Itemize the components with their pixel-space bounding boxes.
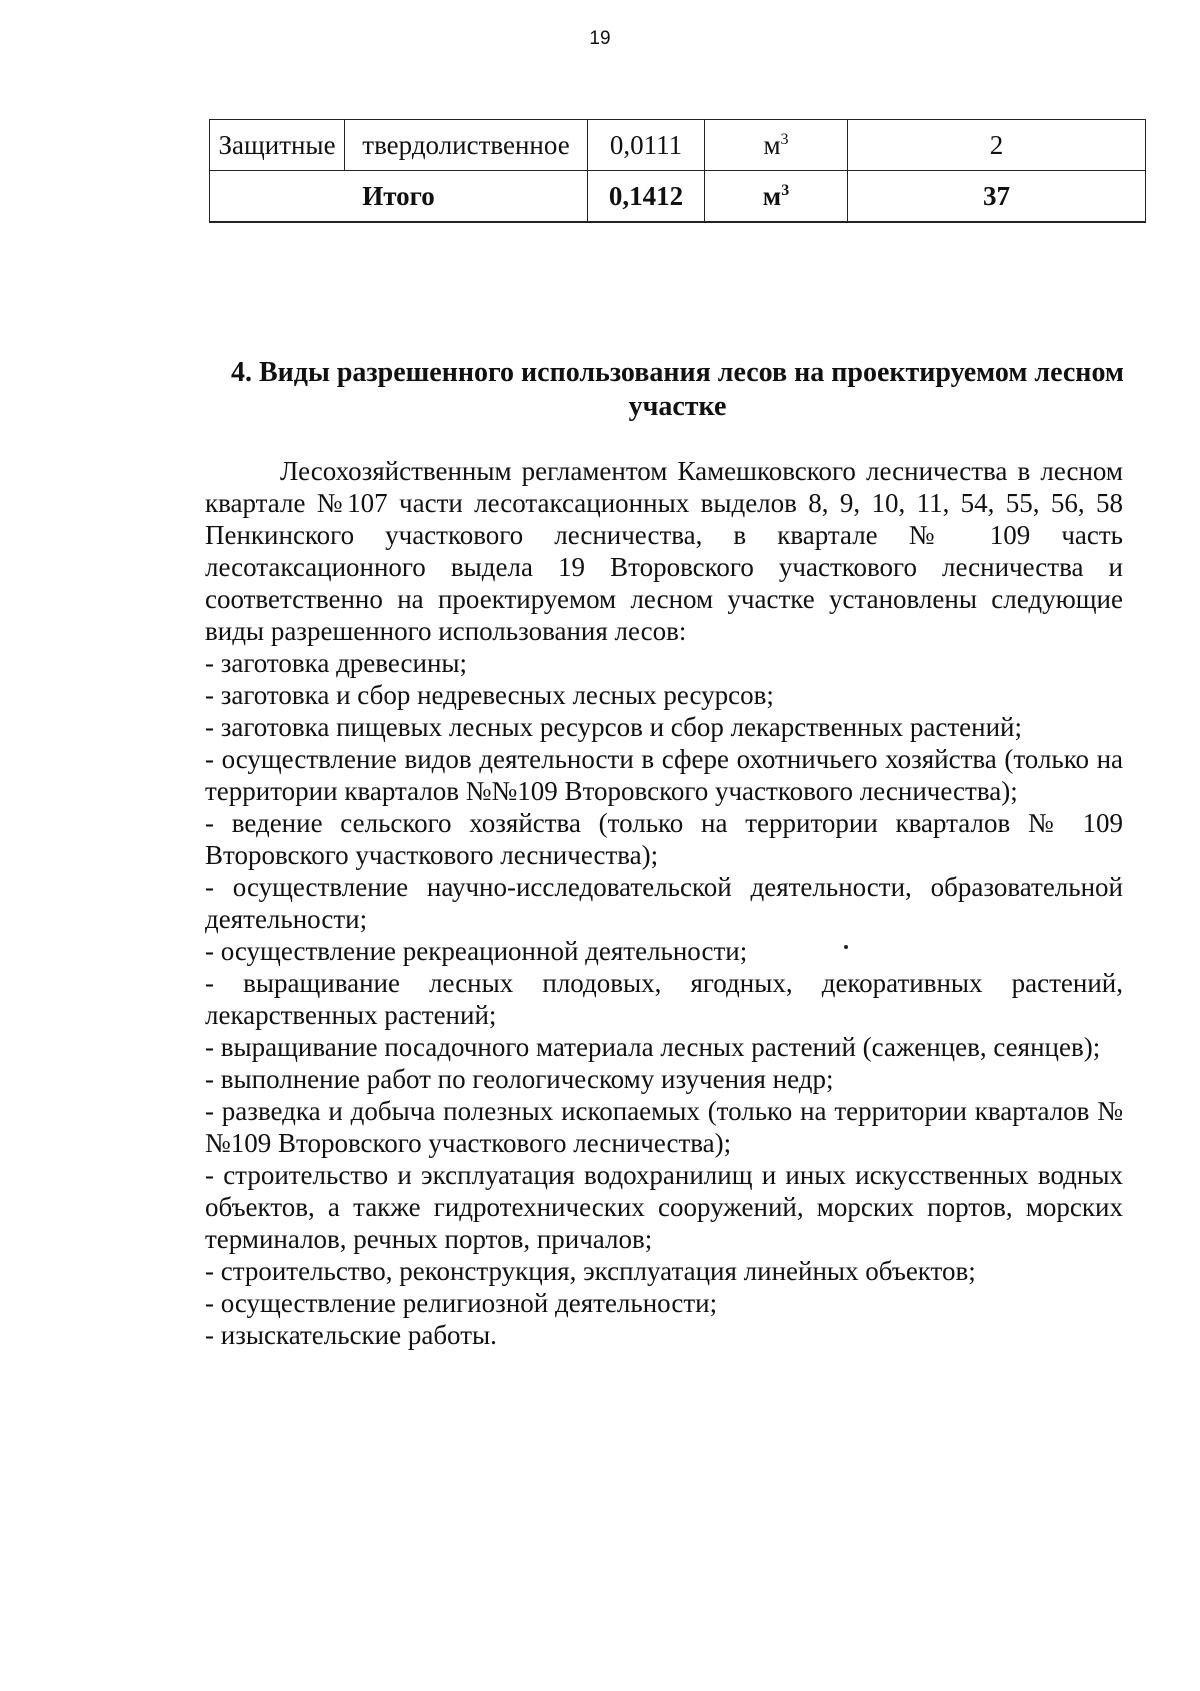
- count-cell: 2: [848, 120, 1146, 171]
- table-row: [210, 120, 1146, 171]
- total-value-cell: 0,1412: [588, 171, 705, 223]
- page-number: 19: [589, 28, 611, 49]
- unit-cell: [705, 120, 848, 171]
- total-unit-superscript: 3: [781, 181, 790, 199]
- usage-list: [205, 647, 1123, 1351]
- unit-text: м: [763, 129, 781, 160]
- intro-paragraph: Лесохозяйственным регламентом Камешковского лесничества в лесном квартале №107 части лесотаксационных выделов 8, 9, 10, 11, 54, 55, 56, 58 Пенкинского участкового лесничества, в квартале № 109 часть лесотаксационного выдела 19 Второвского участкового лесничества и соответственно на проектируемом лесном участке установлены следующие виды разрешенного использования лесов:: [205, 456, 1123, 646]
- value-cell: 0,0111: [588, 120, 705, 171]
- list-item: - заготовка и сбор недревесных лесных ресурсов;: [205, 680, 774, 710]
- list-item: - ведение сельского хозяйства (только на территории кварталов № 109 Второвского участкового лесничества);: [205, 808, 1123, 870]
- list-item: - выращивание лесных плодовых, ягодных, декоративных растений, лекарственных растений;: [205, 968, 1123, 1030]
- total-unit-cell: [705, 171, 848, 223]
- list-item: - заготовка древесины;: [205, 648, 468, 678]
- list-item: - разведка и добыча полезных ископаемых (только на территории кварталов №№109 Второвского участкового лесничества);: [205, 1096, 1123, 1158]
- volume-table: [209, 119, 1146, 223]
- list-item: - выращивание посадочного материала лесных растений (саженцев, сеянцев);: [205, 1032, 1101, 1062]
- list-item: - изыскательские работы.: [205, 1320, 497, 1350]
- list-item: - заготовка пищевых лесных ресурсов и сбор лекарственных растений;: [205, 712, 1023, 742]
- list-item: - осуществление видов деятельности в сфере охотничьего хозяйства (только на территории кварталов №№109 Второвского участкового лесничества);: [205, 744, 1123, 806]
- section-title: 4. Виды разрешенного использования лесов на проектируемом лесном участке: [231, 357, 1124, 422]
- total-label-cell: Итого: [210, 171, 588, 223]
- list-item: - строительство и эксплуатация водохранилищ и иных искусственных водных объектов, а также гидротехнических сооружений, морских портов, морских терминалов, речных портов, причалов;: [205, 1160, 1123, 1254]
- purpose-cell: Защитные: [210, 120, 345, 171]
- total-count-cell: 37: [848, 171, 1146, 223]
- group-cell: твердолиственное: [345, 120, 588, 171]
- list-item: - осуществление рекреационной деятельности;: [205, 936, 748, 966]
- list-item: - выполнение работ по геологическому изучения недр;: [205, 1064, 834, 1094]
- list-item: - строительство, реконструкция, эксплуатация линейных объектов;: [205, 1256, 976, 1286]
- total-unit-text: м: [762, 180, 782, 211]
- list-item: - осуществление религиозной деятельности;: [205, 1288, 718, 1318]
- scan-speck: [844, 945, 848, 949]
- section-body: [205, 455, 1123, 1351]
- list-item: - осуществление научно-исследовательской деятельности, образовательной деятельности;: [205, 872, 1123, 934]
- table-total-row: [210, 171, 1146, 223]
- unit-superscript: 3: [780, 130, 789, 148]
